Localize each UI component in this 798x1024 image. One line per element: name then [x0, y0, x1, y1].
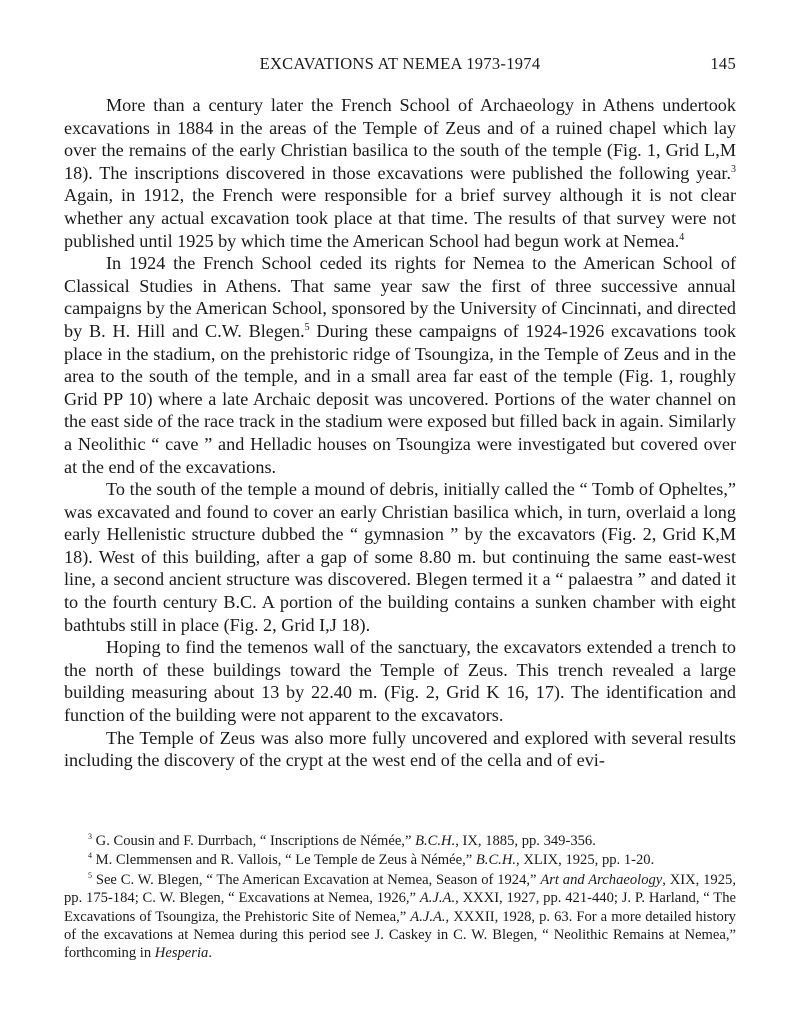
main-text [64, 94, 736, 772]
footnote: $^4$ M. Clemmensen and R. Vallois, “ Le Temple de Zeus à Némée,” B.C.H., XLIX, 1925, pp. 1-20. [88, 851, 655, 869]
footnote-ref: 4 [679, 231, 685, 243]
running-header [64, 54, 736, 80]
journal-title: A.J.A. [410, 908, 446, 925]
paragraph: More than a century later the French School of Archaeology in Athens undertook excavations in 1884 in the areas of the Temple of Zeus and of a ruined chapel which lay over the remains of the early Christian basilica to the south of the temple (Fig. 1, Grid L,M 18). The inscriptions discovered in those excavations were published the following year.$^3$ Again, in 1912, the French were responsible for a brief survey although it is not clear whether any actual excavation took place at that time. The results of that survey were not published until 1925 by which time the American School had begun work at Nemea.$^4$ [64, 95, 736, 251]
journal-title: Art and Archaeology [540, 871, 663, 888]
page-number: 145 [710, 54, 736, 73]
footnote: $^3$ G. Cousin and F. Durrbach, “ Inscriptions de Némée,” B.C.H., IX, 1885, pp. 349-356. [88, 832, 596, 849]
paragraph: To the south of the temple a mound of debris, initially called the “ Tomb of Opheltes,” was excavated and found to cover an early Christian basilica which, in turn, overlaid a long early Hellenistic structure dubbed the “ gymnasion ” by the excavators (Fig. 2, Grid K,M 18). West of this building, after a gap of some 8.80 m. but continuing the same east-west line, a second ancient structure was discovered. Blegen termed it a “ palaestra ” and dated it to the fourth century B.C. A portion of the building contains a sunken chamber with eight bathtubs still in place (Fig. 2, Grid I,J 18). [64, 479, 736, 635]
footnote-number: 5 [88, 870, 93, 880]
footnote-number: 4 [88, 851, 93, 861]
journal-title: B.C.H. [475, 852, 517, 869]
paragraph: The Temple of Zeus was also more fully uncovered and explored with several results including the discovery of the crypt at the west end of the cella and of evi- [64, 727, 736, 771]
era-abbreviation: B.C. [223, 592, 257, 613]
footnote-ref: 5 [304, 321, 310, 333]
paragraph: Hoping to find the temenos wall of the sanctuary, the excavators extended a trench to the north of these buildings toward the Temple of Zeus. This trench revealed a large building measuring about 13 by 22.40 m. (Fig. 2, Grid K 16, 17). The identification and function of the building were not apparent to the excavators. [64, 637, 736, 726]
running-title: EXCAVATIONS AT NEMEA 1973-1974 [259, 54, 541, 73]
footnotes [64, 832, 736, 964]
journal-title: A.J.A. [419, 890, 456, 907]
footnote-ref: 3 [731, 163, 736, 175]
footnote-number: 3 [88, 832, 93, 842]
footnote: $^5$ See C. W. Blegen, “ The American Excavation at Nemea, Season of 1924,” Art and Archaeology, XIX, 1925, pp. 175-184; C. W. Blegen, “ Excavations at Nemea, 1926,” A.J.A., XXXI, 1927, pp. 421-440; J. P. Harland, “ The Excavations of Tsoungiza, the Prehistoric Site of Nemea,” A.J.A., XXXII, 1928, p. 63. For a more detailed history of the excavations at Nemea during this period see J. Caskey in C. W. Blegen, “ Neolithic Remains at Nemea,” forthcoming in Hesperia. [64, 870, 736, 962]
journal-title: Hesperia [154, 945, 209, 962]
journal-title: B.C.H. [415, 833, 456, 849]
paragraph: In 1924 the French School ceded its rights for Nemea to the American School of Classical Studies in Athens. That same year saw the first of three successive annual campaigns by the American School, sponsored by the University of Cincinnati, and directed by B. H. Hill and C.W. Blegen.$^5$ During these campaigns of 1924-1926 excavations took place in the stadium, on the prehistoric ridge of Tsoungiza, in the Temple of Zeus and in the area to the south of the temple, and in a small area far east of the temple (Fig. 1, roughly Grid PP 10) where a late Archaic deposit was uncovered. Portions of the water channel on the east side of the race track in the stadium were exposed but filled back in again. Similarly a Neolithic “ cave ” and Helladic houses on Tsoungiza were investigated but covered over at the end of the excavations. [64, 253, 736, 477]
